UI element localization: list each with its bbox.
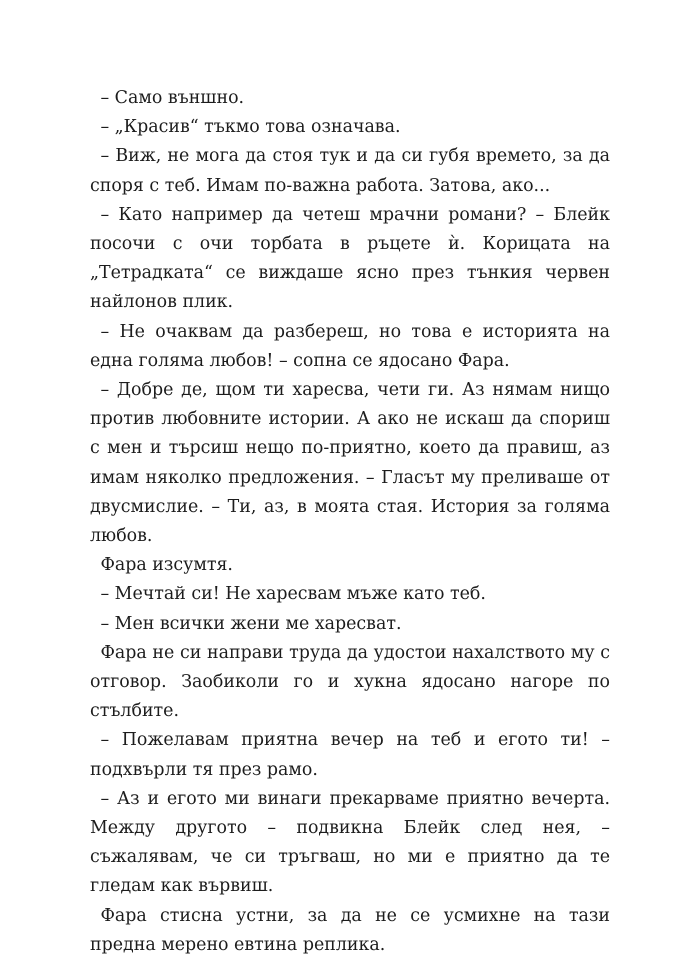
book-page — [90, 84, 610, 960]
paragraph: – Мечтай си! Не харесвам мъже като теб. — [100, 584, 486, 605]
paragraph: – Виж, не мога да стоя тук и да си губя времето, за да споря с теб. Имам по-важна работа. Затова, ако... — [90, 146, 610, 196]
paragraph: – Мен всички жени ме харесват. — [100, 613, 402, 634]
paragraph: – Аз и егото ми винаги прекарваме приятно вечерта. Между другото – подвикна Блейк след нея, – съжалявам, че си тръгваш, но ми е приятно да те гледам как вървиш. — [90, 788, 610, 897]
paragraph: Фара изсумтя. — [100, 555, 233, 576]
paragraph: – „Красив“ тъкмо това означава. — [100, 117, 401, 138]
paragraph: – Не очаквам да разбереш, но това е историята на една голяма любов! – сопна се ядосано Фара. — [90, 321, 610, 371]
paragraph: – Пожелавам приятна вечер на теб и егото ти! – подхвърли тя през рамо. — [90, 730, 610, 780]
paragraph: – Добре де, щом ти харесва, чети ги. Аз нямам нищо против любовните истории. А ако не искаш да спориш с мен и търсиш нещо по-приятно, което да правиш, аз имам няколко предложения. – Гласът му преливаше от двусмислие. – Ти, аз, в моята стая. История за голяма любов. — [90, 380, 610, 547]
paragraph: – Само външно. — [100, 88, 245, 108]
paragraph: Фара стисна устни, за да не се усмихне на тази предна мерено евтина реплика. — [90, 905, 610, 955]
paragraph: Фара не си направи труда да удостои нахалството му с отговор. Заобиколи го и хукна ядосано нагоре по стълбите. — [90, 642, 610, 722]
paragraph: – Като например да четеш мрачни романи? – Блейк посочи с очи торбата в ръцете ѝ. Корицата на „Тетрадката“ се виждаше ясно през тънкия червен найлонов плик. — [90, 204, 610, 313]
